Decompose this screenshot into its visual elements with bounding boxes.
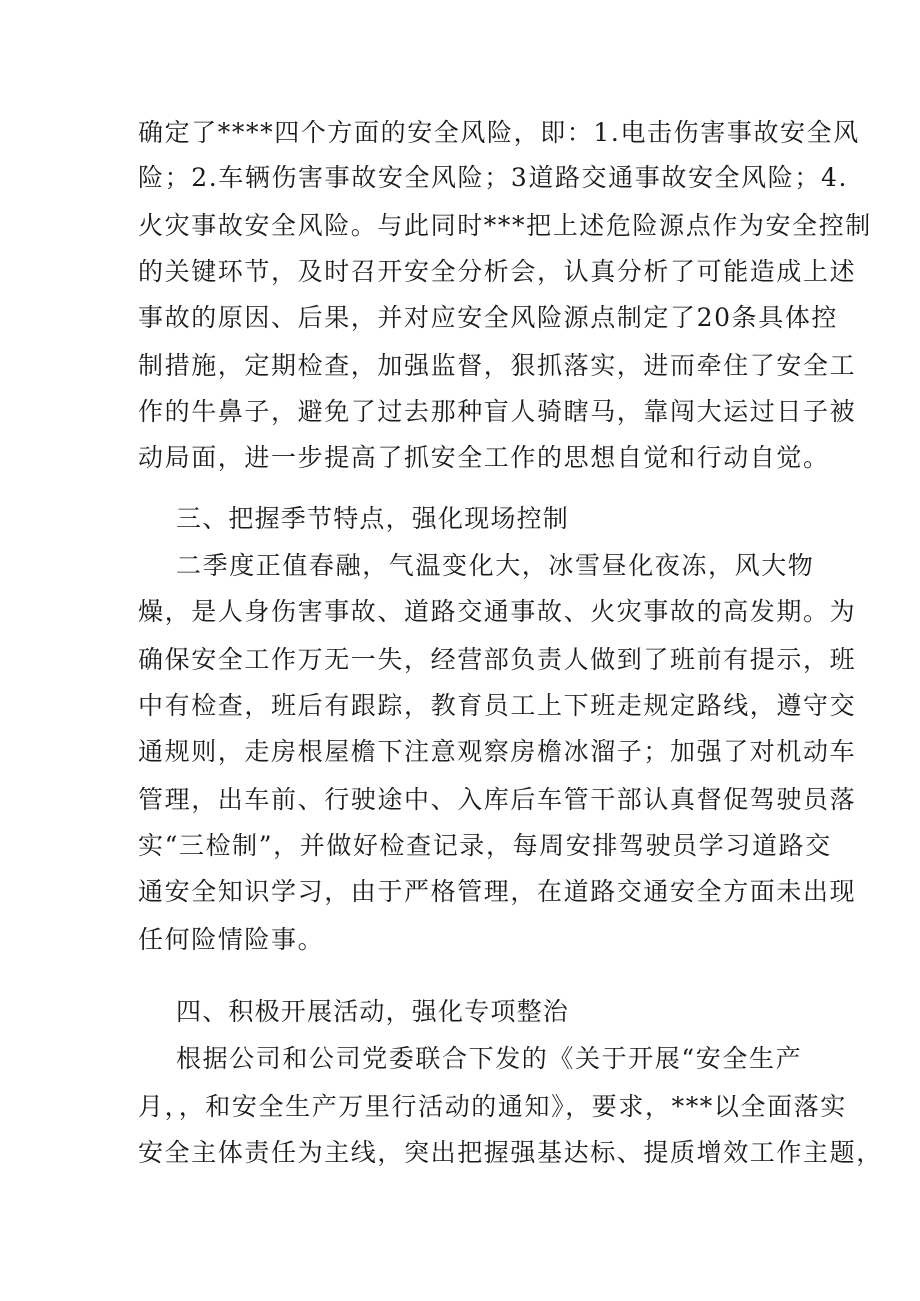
paragraph-2-line-2: 燥，是人身伤害事故、道路交通事故、火灾事故的高发期。为 [138,597,857,626]
paragraph-3-line-2: 月，，和安全生产万里行活动的通知》，要求，***以全面落实 [138,1092,847,1121]
paragraph-2-line-8: 通安全知识学习，由于严格管理，在道路交通安全方面未出现 [138,877,857,906]
paragraph-1-line-8: 动局面，进一步提高了抓安全工作的思想自觉和行动自觉。 [138,443,830,472]
paragraph-2-line-7: 实“三检制”，并做好检查记录，每周安排驾驶员学习道路交 [138,831,832,860]
paragraph-2-line-3: 确保安全工作万无一失，经营部负责人做到了班前有提示，班 [138,645,857,674]
paragraph-1-line-1: 确定了****四个方面的安全风险，即：1.电击伤害事故安全风 [138,118,860,147]
paragraph-1-line-3: 火灾事故安全风险。与此同时***把上述危险源点作为安全控制 [138,211,872,240]
paragraph-2-line-6: 管理，出车前、行驶途中、入库后车管干部认真督促驾驶员落 [138,785,857,814]
paragraph-1-line-7: 作的牛鼻子，避免了过去那种盲人骑瞎马，靠闯大运过日子被 [138,397,857,426]
paragraph-2-line-1: 二季度正值春融，气温变化大，冰雪昼化夜冻，风大物 [176,551,815,580]
paragraph-2-line-5: 通规则，走房根屋檐下注意观察房檐冰溜子；加强了对机动车 [138,737,857,766]
paragraph-2-line-4: 中有检查，班后有跟踪，教育员工上下班走规定路线，遵守交 [138,691,857,720]
paragraph-1-line-2: 险；2.车辆伤害事故安全风险；3道路交通事故安全风险；4. [138,163,849,192]
paragraph-1-line-5: 事故的原因、后果，并对应安全风险源点制定了20条具体控 [138,303,839,332]
paragraph-1-line-6: 制措施，定期检查，加强监督，狠抓落实，进而牵住了安全工 [138,351,857,380]
paragraph-2-line-9: 任何险情险事。 [138,925,325,954]
paragraph-3-line-1: 根据公司和公司党委联合下发的《关于开展“安全生产 [176,1044,803,1073]
section-heading-4: 四、积极开展活动，强化专项整治 [176,997,570,1026]
section-heading-3: 三、把握季节特点，强化现场控制 [176,504,570,533]
paragraph-1-line-4: 的关键环节，及时召开安全分析会，认真分析了可能造成上述 [138,257,857,286]
paragraph-3-line-3: 安全主体责任为主线，突出把握强基达标、提质增效工作主题， [138,1138,883,1167]
